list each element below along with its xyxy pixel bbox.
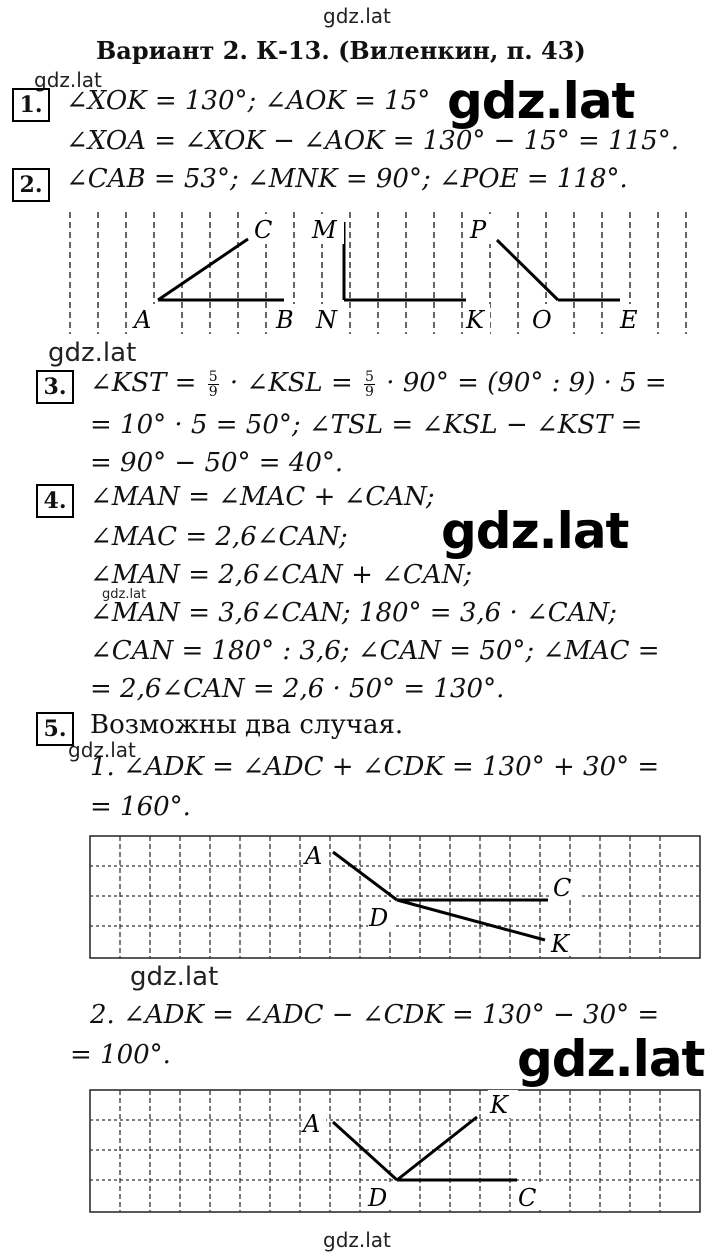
point-label-a: A — [303, 1110, 321, 1138]
fraction-denominator: 9 — [365, 383, 374, 400]
point-label-k: K — [466, 306, 484, 334]
watermark-small: gdz.lat — [48, 338, 137, 368]
problem-5-case-2-line-1: 2. ∠ADK = ∠ADC − ∠CDK = 130° − 30° = — [90, 1000, 660, 1030]
point-label-e: E — [620, 306, 638, 334]
problem-5-case-2-line-2: = 100°. — [70, 1040, 171, 1070]
watermark-small: gdz.lat — [34, 68, 102, 92]
problem-5-case-1-line-1: 1. ∠ADK = ∠ADC + ∠CDK = 130° + 30° = — [90, 752, 660, 782]
point-label-d: D — [368, 1184, 388, 1212]
point-label-c: C — [553, 874, 572, 902]
point-label-a: A — [305, 842, 323, 870]
problem-number: 5. — [36, 712, 74, 746]
point-label-m: M — [312, 216, 337, 244]
watermark-bottom: gdz.lat — [323, 1228, 391, 1252]
point-label-c: C — [518, 1184, 537, 1212]
problem-4-line-6: = 2,6∠CAN = 2,6 · 50° = 130°. — [90, 674, 505, 704]
problem-number: 2. — [12, 168, 50, 202]
watermark-big: gdz.lat — [441, 502, 629, 560]
problem-5-case-1-line-2: = 160°. — [90, 792, 191, 822]
problem-3-line-2: = 10° · 5 = 50°; ∠TSL = ∠KSL − ∠KST = — [90, 410, 643, 440]
point-label-k: K — [490, 1091, 508, 1119]
point-label-c: C — [254, 216, 273, 244]
page-title: Вариант 2. К-13. (Виленкин, п. 43) — [96, 36, 586, 65]
problem-4-line-4: ∠MAN = 3,6∠CAN; 180° = 3,6 · ∠CAN; — [90, 598, 618, 628]
point-label-a: A — [134, 306, 152, 334]
fraction-denominator: 9 — [208, 383, 218, 400]
point-label-b: B — [276, 306, 294, 334]
problem-4-line-1: ∠MAN = ∠MAC + ∠CAN; — [90, 482, 435, 512]
watermark-tiny: gdz.lat — [102, 587, 147, 602]
problem-number: 1. — [12, 88, 50, 122]
point-label-d: D — [369, 904, 389, 932]
watermark-big: gdz.lat — [517, 1030, 705, 1088]
problem-4-line-2: ∠MAC = 2,6∠CAN; — [90, 522, 348, 552]
point-label-p: P — [470, 216, 487, 244]
problem-4-line-5: ∠CAN = 180° : 3,6; ∠CAN = 50°; ∠MAC = — [90, 636, 660, 666]
point-label-n: N — [316, 306, 337, 334]
fraction-numerator: 5 — [208, 368, 218, 385]
problem-1-line-2: ∠XOA = ∠XOK − ∠AOK = 130° − 15° = 115°. — [66, 126, 679, 156]
problem-1-line-1: ∠XOK = 130°; ∠AOK = 15° — [66, 86, 431, 116]
point-label-o: O — [532, 306, 552, 334]
problem-5-intro: Возможны два случая. — [90, 710, 404, 740]
problem-number: 4. — [36, 484, 74, 518]
problem-3-text: · ∠KSL = — [229, 368, 353, 398]
watermark-small: gdz.lat — [68, 738, 136, 762]
problem-number: 3. — [36, 370, 74, 404]
problem-3-text: · 90° = (90° : 9) · 5 = — [386, 368, 667, 398]
watermark-big: gdz.lat — [447, 72, 635, 130]
watermark-small: gdz.lat — [130, 962, 219, 992]
point-label-k: K — [551, 930, 569, 958]
problem-4-line-3: ∠MAN = 2,6∠CAN + ∠CAN; — [90, 560, 473, 590]
problem-2-line-1: ∠CAB = 53°; ∠MNK = 90°; ∠POE = 118°. — [66, 164, 628, 194]
problem-3-line-3: = 90° − 50° = 40°. — [90, 448, 344, 478]
problem-3-text: ∠KST = — [90, 368, 197, 398]
fraction-numerator: 5 — [365, 368, 374, 385]
watermark-top: gdz.lat — [323, 4, 391, 28]
